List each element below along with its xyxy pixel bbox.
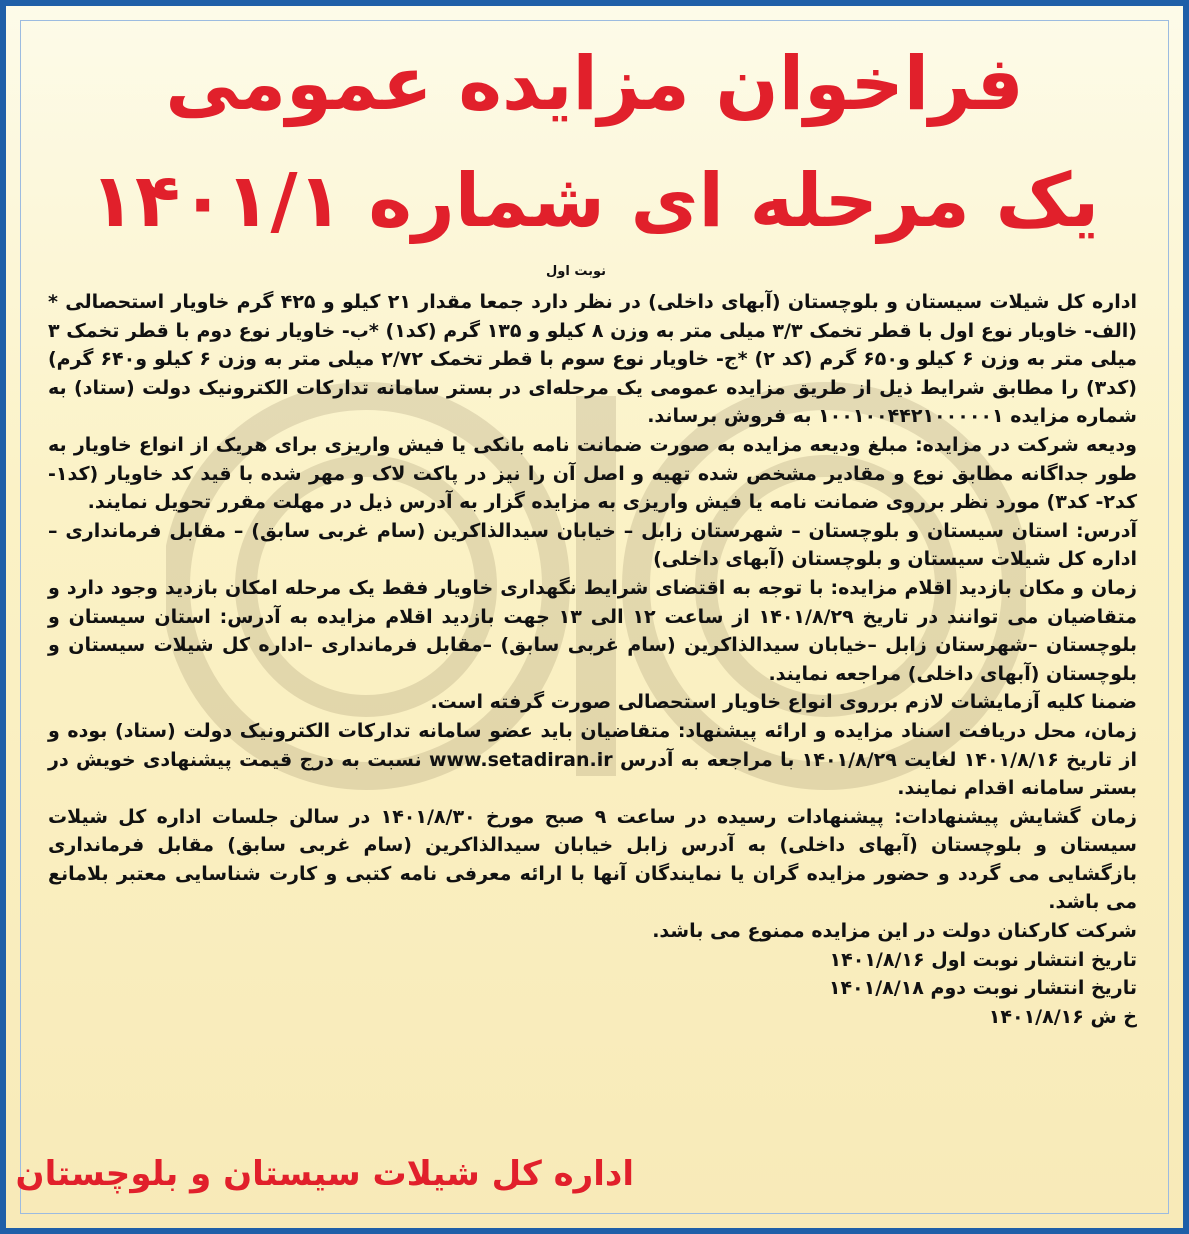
paragraph-restriction: شرکت کارکنان دولت در این مزایده ممنوع می باشد. [652,920,1137,943]
publication-date-first: تاریخ انتشار نوبت اول ۱۴۰۱/۸/۱۶ [829,948,1137,971]
paragraph-deposit: ودیعه شرکت در مزایده: مبلغ ودیعه مزایده به صورت ضمانت نامه بانکی یا فیش واریزی برای هریک از انواع خاویار به طور جداگانه مطابق نوع و مقادیر مشخص شده تهیه و اصل آن را نیز در پاکت لاک و مهر شده با قید کد خاویار (کد۱- کد۲- کد۳) مورد نظر برروی ضمانت نامه یا فیش واریزی به مزایده گزار به آدرس ذیل در مهلت مقرر تحویل نمایند. [48,433,1137,514]
organization-signature: اداره کل شیلات سیستان و بلوچستان [15,1154,634,1194]
publication-code: خ ش ۱۴۰۱/۸/۱۶ [988,1005,1137,1028]
round-label: نوبت اول [545,264,607,279]
publication-date-second: تاریخ انتشار نوبت دوم ۱۴۰۱/۸/۱۸ [828,977,1137,1000]
paragraph-address: آدرس: استان سیستان و بلوچستان – شهرستان زابل – خیابان سیدالذاکرین (سام غربی سابق) – مقابل فرمانداری – اداره کل شیلات سیستان و بلوچستان (آبهای داخلی) [48,519,1137,571]
paragraph-intro: اداره کل شیلات سیستان و بلوچستان (آبهای داخلی) در نظر دارد جمعا مقدار ۲۱ کیلو و ۴۲۵ گرم خاویار استحصالی * (الف- خاویار نوع اول با قطر تخمک ۳/۳ میلی متر به وزن ۸ کیلو و ۱۳۵ گرم (کد۱) *ب- خاویار نوع دوم با قطر تخمک ۳ میلی متر به وزن ۶ کیلو و۶۵۰ گرم (کد ۲) *ج- خاویار نوع سوم با قطر تخمک ۲/۷۲ میلی متر به وزن ۶ کیلو و۶۴۰ گرم) (کد۳) را مطابق شرایط ذیل از طریق مزایده عمومی یک مرحله‌ای در بستر سامانه تدارکات الکترونیک دولت (ستاد) به شماره مزایده ۱۰۰۱۰۰۴۴۲۱۰۰۰۰۰۱ به فروش برساند. [48,291,1137,428]
main-title-line-1: فراخوان مزایده عمومی [165,41,1024,127]
main-title-line-2: یک مرحله ای شماره ۱۴۰۱/۱ [89,158,1100,244]
paragraph-opening: زمان گشایش پیشنهادات: پیشنهادات رسیده در ساعت ۹ صبح مورخ ۱۴۰۱/۸/۳۰ در سالن جلسات اداره کل شیلات سیستان و بلوچستان (آبهای داخلی) به آدرس زابل خیابان سیدالذاکرین (سام غربی سابق) مقابل فرمانداری بازگشایی می گردد و حضور مزایده گران یا نمایندگان آنها با ارائه معرفی نامه کتبی و کارت شناسایی معتبر بلامانع می باشد. [48,805,1137,914]
announcement-body [48,288,1137,1031]
paragraph-tests: ضمنا کلیه آزمایشات لازم برروی انواع خاویار استحصالی صورت گرفته است. [430,691,1137,714]
paragraph-documents: زمان، محل دریافت اسناد مزایده و ارائه پیشنهاد: متقاضیان باید عضو سامانه تدارکات الکترونیک دولت (ستاد) بوده و از تاریخ ۱۴۰۱/۸/۱۶ لغایت ۱۴۰۱/۸/۲۹ با مراجعه به آدرس www.setadiran.ir نسبت به درج قیمت پیشنهادی خویش در بستر سامانه اقدام نمایند. [48,719,1137,800]
paragraph-visit: زمان و مکان بازدید اقلام مزایده: با توجه به اقتضای شرایط نگهداری خاویار فقط یک مرحله امکان بازدید وجود دارد و متقاضیان می توانند در تاریخ ۱۴۰۱/۸/۲۹ از ساعت ۱۲ الی ۱۳ جهت بازدید اقلام مزایده به آدرس: استان سیستان و بلوچستان –شهرستان زابل –خیابان سیدالذاکرین (سام غربی سابق) –مقابل فرمانداری –اداره کل شیلات سیستان و بلوچستان (آبهای داخلی) مراجعه نمایند. [48,576,1137,685]
